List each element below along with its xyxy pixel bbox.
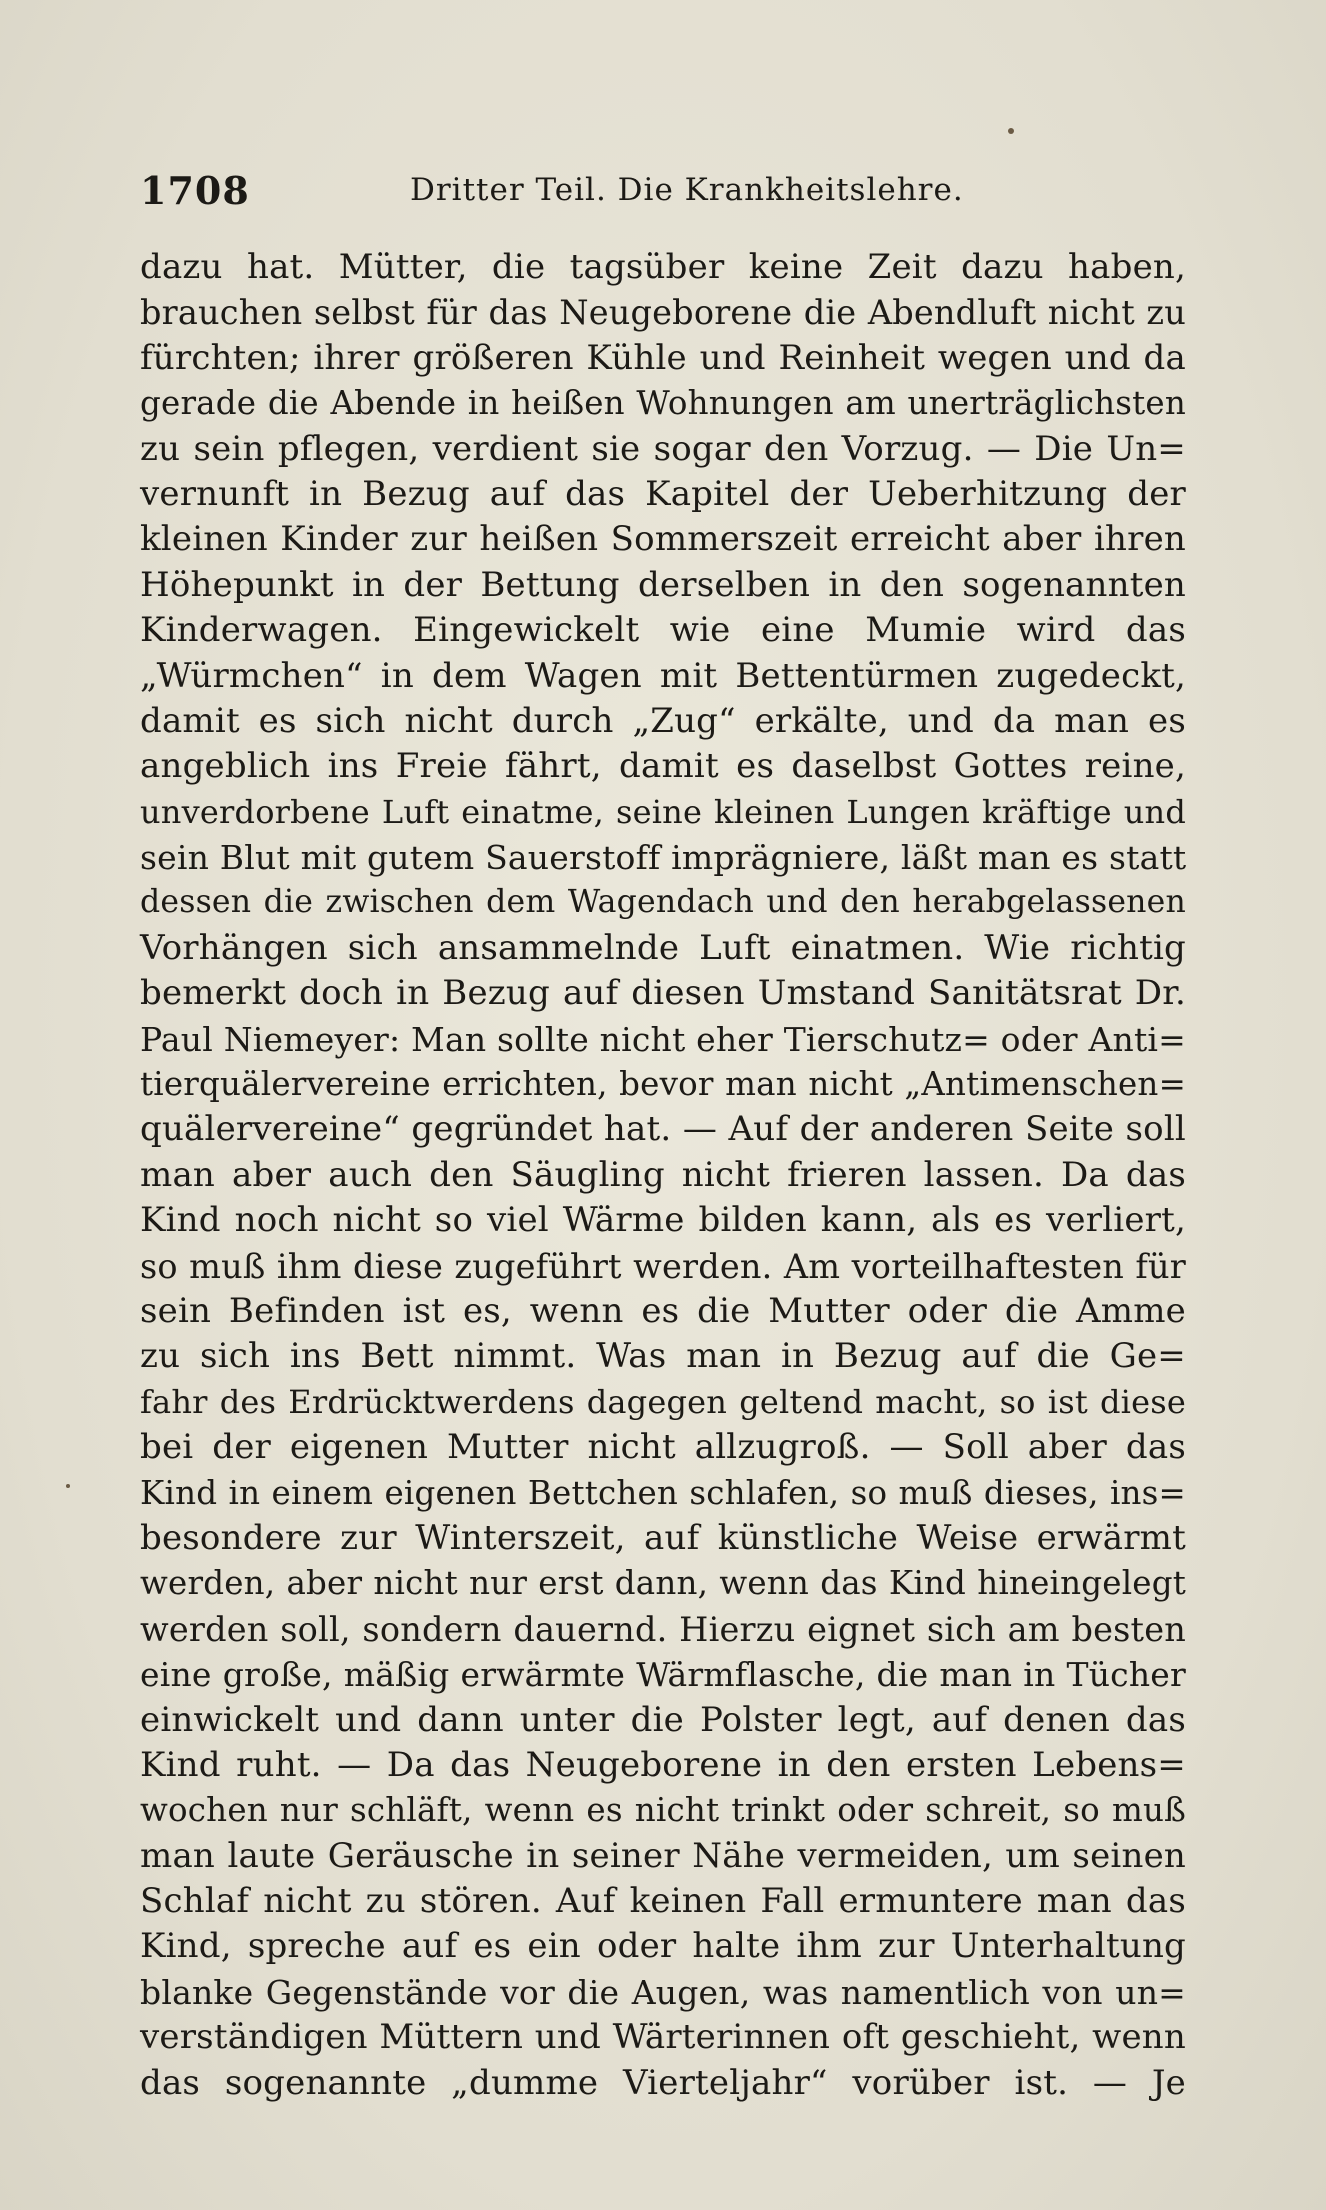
body-text (140, 245, 1186, 2106)
text-line: Paul Niemeyer: Man sollte nicht eher Tierschutz= oder Anti= (140, 1019, 1187, 1059)
text-line: Kind ruht. — Da das Neugeborene in den ersten Lebens= (140, 1744, 1186, 1785)
text-line: zu sich ins Bett nimmt. Was man in Bezug auf die Ge= (140, 1336, 1186, 1377)
text-line: kleinen Kinder zur heißen Sommerszeit erreicht aber ihren (140, 519, 1186, 560)
page-header (140, 168, 1186, 216)
text-line: Kind, spreche auf es ein oder halte ihm zur Unterhaltung (140, 1926, 1186, 1967)
text-line: Kinderwagen. Eingewickelt wie eine Mumie wird das (140, 610, 1186, 651)
text-line: tierquälervereine errichten, bevor man nicht „Antimenschen= (140, 1065, 1186, 1104)
text-line: unverdorbene Luft einatme, seine kleinen Lungen kräftige und (140, 792, 1186, 831)
text-line: blanke Gegenstände vor die Augen, was namentlich von un= (140, 1972, 1186, 2012)
text-line: quälervereine“ gegründet hat. — Auf der anderen Seite soll (140, 1109, 1186, 1150)
text-line: vernunft in Bezug auf das Kapitel der Ueberhitzung der (140, 473, 1186, 514)
text-line: zu sein pflegen, verdient sie sogar den Vorzug. — Die Un= (140, 428, 1186, 469)
text-line: sein Befinden ist es, wenn es die Mutter oder die Amme (140, 1290, 1186, 1331)
text-line: verständigen Müttern und Wärterinnen oft geschieht, wenn (140, 2017, 1186, 2058)
text-line: sein Blut mit gutem Sauerstoff imprägniere, läßt man es statt (140, 838, 1187, 878)
text-line: fürchten; ihrer größeren Kühle und Reinheit wegen und da (140, 337, 1186, 378)
text-line: Schlaf nicht zu stören. Auf keinen Fall ermuntere man das (140, 1881, 1186, 1922)
text-line: dazu hat. Mütter, die tagsüber keine Zeit dazu haben, (140, 247, 1186, 287)
text-line: bei der eigenen Mutter nicht allzugroß. — Soll aber das (140, 1427, 1186, 1468)
text-line: man aber auch den Säugling nicht frieren lassen. Da das (140, 1154, 1186, 1195)
text-line: so muß ihm diese zugeführt werden. Am vorteilhaftesten für (140, 1246, 1186, 1286)
text-line: gerade die Abende in heißen Wohnungen am unerträglichsten (140, 384, 1186, 423)
page-number: 1708 (140, 168, 250, 213)
text-line: bemerkt doch in Bezug auf diesen Umstand Sanitätsrat Dr. (140, 973, 1186, 1014)
running-head: Dritter Teil. Die Krankheitslehre. (410, 172, 964, 208)
text-line: brauchen selbst für das Neugeborene die Abendluft nicht zu (140, 293, 1186, 333)
ink-speck (66, 1484, 70, 1488)
text-line: dessen die zwischen dem Wagendach und den herabgelassenen (140, 884, 1186, 921)
text-line: angeblich ins Freie fährt, damit es daselbst Gottes reine, (140, 746, 1186, 787)
text-line: damit es sich nicht durch „Zug“ erkälte, und da man es (140, 700, 1186, 741)
text-line: „Würmchen“ in dem Wagen mit Bettentürmen zugedeckt, (140, 655, 1186, 696)
text-line: das sogenannte „dumme Vierteljahr“ vorüber ist. — Je (140, 2062, 1186, 2103)
text-line: Vorhängen sich ansammelnde Luft einatmen. Wie richtig (140, 927, 1186, 968)
ink-speck (1008, 128, 1014, 134)
text-line: man laute Geräusche in seiner Nähe vermeiden, um seinen (140, 1835, 1186, 1876)
text-line: werden soll, sondern dauernd. Hierzu eignet sich am besten (140, 1609, 1186, 1649)
text-line: einwickelt und dann unter die Polster legt, auf denen das (140, 1699, 1186, 1740)
text-line: Höhepunkt in der Bettung derselben in den sogenannten (140, 564, 1186, 605)
text-line: wochen nur schläft, wenn es nicht trinkt oder schreit, so muß (140, 1791, 1186, 1830)
text-line: werden, aber nicht nur erst dann, wenn das Kind hineingelegt (140, 1564, 1186, 1603)
text-line: Kind noch nicht so viel Wärme bilden kann, als es verliert, (140, 1200, 1186, 1241)
text-line: Kind in einem eigenen Bettchen schlafen, so muß dieses, ins= (140, 1473, 1186, 1512)
text-line: fahr des Erdrücktwerdens dagegen geltend macht, so ist diese (140, 1382, 1186, 1421)
text-line: eine große, mäßig erwärmte Wärmflasche, die man in Tücher (140, 1655, 1186, 1695)
text-line: besondere zur Winterszeit, auf künstliche Weise erwärmt (140, 1517, 1186, 1558)
